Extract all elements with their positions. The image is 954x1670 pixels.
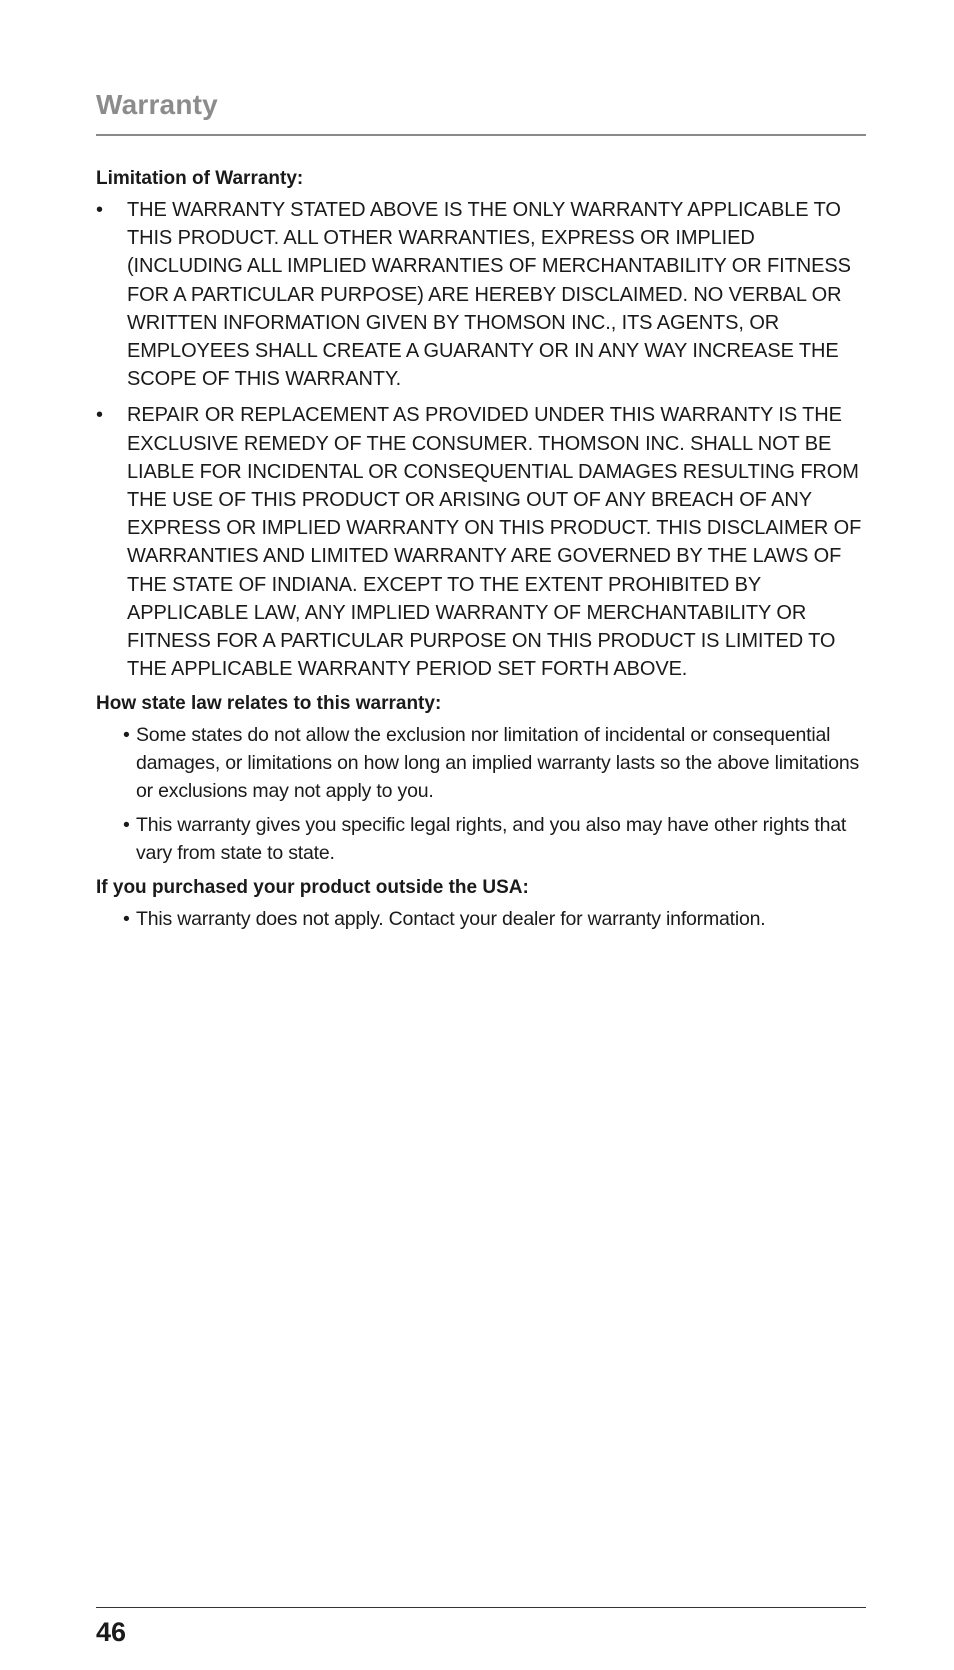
state-law-item-text: This warranty gives you specific legal rights, and you also may have other rights that vary from state to state. — [136, 814, 847, 865]
bullet-icon: • — [96, 404, 103, 427]
bullet-icon: • — [123, 908, 130, 931]
outside-usa-list — [96, 905, 866, 933]
outside-usa-item-text: This warranty does not apply. Contact your dealer for warranty information. — [136, 908, 766, 931]
state-law-heading: How state law relates to this warranty: — [96, 693, 442, 715]
bullet-icon: • — [123, 814, 130, 837]
list-item — [96, 811, 866, 867]
page-number: 46 — [96, 1617, 127, 1647]
list-item — [96, 401, 866, 683]
state-law-list — [96, 721, 866, 867]
list-item — [96, 721, 866, 805]
limitation-list — [96, 196, 866, 683]
limitation-item-text: REPAIR OR REPLACEMENT AS PROVIDED UNDER THIS WARRANTY IS THE EXCLUSIVE REMEDY OF THE CONSUMER. THOMSON INC. SHALL NOT BE LIABLE FOR INCIDENTAL OR CONSEQUENTIAL DAMAGES RESULTING FROM THE USE OF THIS PRODUCT OR ARISING OUT OF ANY BREACH OF ANY EXPRESS OR IMPLIED WARRANTY ON THIS PRODUCT. THIS DISCLAIMER OF WARRANTIES AND LIMITED WARRANTY ARE GOVERNED BY THE LAWS OF THE STATE OF INDIANA. EXCEPT TO THE EXTENT PROHIBITED BY APPLICABLE LAW, ANY IMPLIED WARRANTY OF MERCHANTABILITY OR FITNESS FOR A PARTICULAR PURPOSE ON THIS PRODUCT IS LIMITED TO THE APPLICABLE WARRANTY PERIOD SET FORTH ABOVE. — [127, 404, 862, 681]
list-item — [96, 196, 866, 393]
footer-divider — [96, 1607, 866, 1608]
limitation-heading: Limitation of Warranty: — [96, 168, 304, 189]
bullet-icon: • — [123, 724, 130, 747]
warranty-page — [96, 88, 866, 941]
header-divider — [96, 134, 866, 136]
bullet-icon: • — [96, 199, 103, 221]
section-title: Warranty — [96, 89, 218, 120]
outside-usa-heading: If you purchased your product outside the USA: — [96, 877, 529, 899]
list-item — [96, 905, 866, 933]
limitation-item-text: THE WARRANTY STATED ABOVE IS THE ONLY WARRANTY APPLICABLE TO THIS PRODUCT. ALL OTHER WARRANTIES, EXPRESS OR IMPLIED (INCLUDING ALL IMPLIED WARRANTIES OF MERCHANTABILITY OR FITNESS FOR A PARTICULAR PURPOSE) ARE HEREBY DISCLAIMED. NO VERBAL OR WRITTEN INFORMATION GIVEN BY THOMSON INC., ITS AGENTS, OR EMPLOYEES SHALL CREATE A GUARANTY OR IN ANY WAY INCREASE THE SCOPE OF THIS WARRANTY. — [127, 199, 851, 391]
state-law-item-text: Some states do not allow the exclusion nor limitation of incidental or consequential damages, or limitations on how long an implied warranty lasts so the above limitations or exclusions may not apply to you. — [136, 724, 860, 803]
